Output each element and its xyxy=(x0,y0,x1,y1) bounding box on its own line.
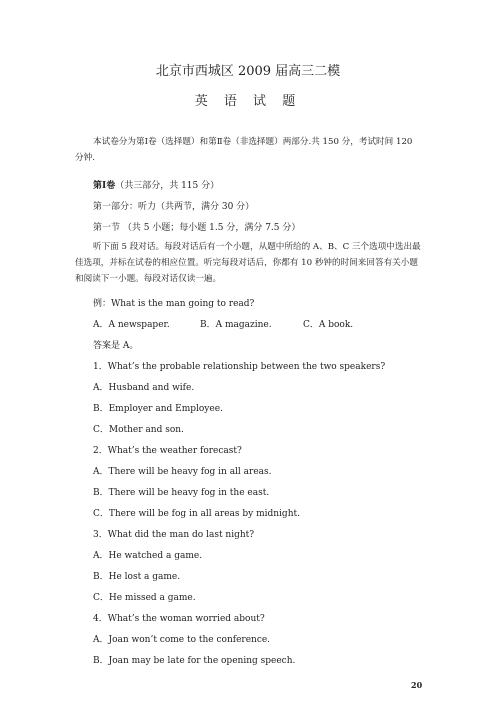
example-option: A．A newspaper. xyxy=(93,320,170,330)
subsection1-heading: 第一节 （共 5 小题；每小题 1.5 分，满分 7.5 分） xyxy=(93,223,301,233)
exam-subtitle: 英 语 试 题 xyxy=(194,94,302,109)
part1-heading-note: （共三部分，共 115 分） xyxy=(115,181,220,191)
answer-option: B．There will be heavy fog in the east. xyxy=(93,488,270,498)
answer-option: A．He watched a game. xyxy=(93,551,203,561)
answer-option: B．Employer and Employee. xyxy=(93,404,223,414)
example-answer: 答案是 A。 xyxy=(93,341,139,351)
listening-instructions: 听下面 5 段对话。每段对话后有一个小题，从题中所给的 A、B、C 三个选项中选出最佳选项，并标在试卷的相应位置。听完每段对话后，你都有 10 秒钟的时间来回答有关小题和阅读下一小题。每段对话仅读一遍。 xyxy=(75,242,421,284)
answer-option: C．There will be fog in all areas by midnight. xyxy=(93,509,300,519)
part1-heading xyxy=(93,180,219,192)
answer-option: B．Joan may be late for the opening speech. xyxy=(93,656,296,666)
section1-heading: 第一部分：听力（共两节，满分 30 分） xyxy=(93,202,255,212)
answer-option: A．Joan won’t come to the conference. xyxy=(93,635,271,645)
part1-heading-label: 第Ⅰ卷 xyxy=(93,181,116,191)
question-text: 1．What’s the probable relationship between the two speakers? xyxy=(93,362,386,372)
page-number: 20 xyxy=(411,680,423,690)
question-text: 4．What’s the woman worried about? xyxy=(93,614,265,624)
example-option: B．A magazine. xyxy=(200,320,272,330)
answer-option: C．He missed a game. xyxy=(93,593,196,603)
answer-option: A．There will be heavy fog in all areas. xyxy=(93,467,272,477)
intro-paragraph: 本试卷分为第Ⅰ卷（选择题）和第Ⅱ卷（非选择题）两部分.共 150 分，考试时间 120 分钟. xyxy=(75,137,413,163)
question-text: 2．What’s the weather forecast? xyxy=(93,446,242,456)
example-option: C．A book. xyxy=(303,320,354,330)
example-question: 例：What is the man going to read? xyxy=(93,299,255,309)
exam-title: 北京市西城区 2009 届高三二模 xyxy=(155,64,341,79)
question-text: 3．What did the man do last night? xyxy=(93,530,255,540)
answer-option: B．He lost a game. xyxy=(93,572,181,582)
answer-option: A．Husband and wife. xyxy=(93,383,195,393)
answer-option: C．Mother and son. xyxy=(93,425,184,435)
